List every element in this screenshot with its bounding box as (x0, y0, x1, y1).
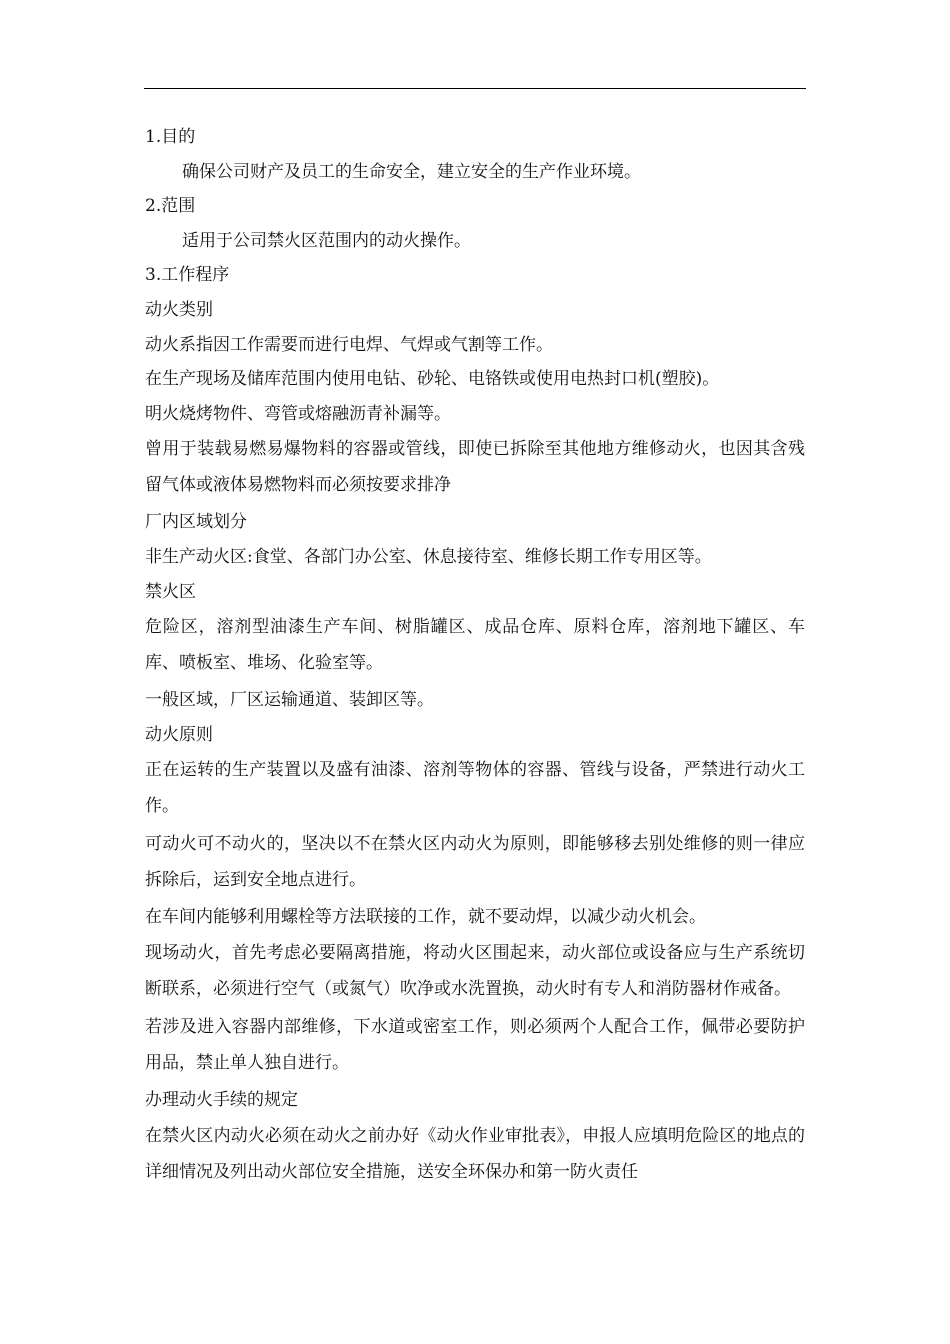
paragraph: 危险区，溶剂型油漆生产车间、树脂罐区、成品仓库、原料仓库，溶剂地下罐区、车库、喷板室、堆场、化验室等。 (145, 617, 805, 674)
paragraph: 确保公司财产及员工的生命安全，建立安全的生产作业环境。 (182, 161, 641, 182)
subheading: 禁火区 (145, 581, 196, 602)
paragraph: 曾用于装载易燃易爆物料的容器或管线，即使已拆除至其他地方维修动火，也因其含残留气体或液体易燃物料而必须按要求排净 (145, 439, 805, 496)
paragraph: 在禁火区内动火必须在动火之前办好《动火作业审批表》，申报人应填明危险区的地点的详细情况及列出动火部位安全措施，送安全环保办和第一防火责任 (145, 1125, 805, 1182)
paragraph: 非生产动火区:食堂、各部门办公室、休息接待室、维修长期工作专用区等。 (145, 546, 712, 567)
subheading: 厂内区域划分 (145, 512, 247, 533)
subheading: 办理动火手续的规定 (145, 1089, 298, 1110)
header-rule (144, 88, 806, 89)
paragraph: 动火系指因工作需要而进行电焊、气焊或气割等工作。 (145, 334, 553, 355)
paragraph: 可动火可不动火的，坚决以不在禁火区内动火为原则，即能够移去别处维修的则一律应拆除后，运到安全地点进行。 (145, 834, 805, 891)
document-body (145, 120, 805, 1192)
paragraph: 一般区域，厂区运输通道、装卸区等。 (145, 690, 434, 711)
paragraph: 正在运转的生产装置以及盛有油漆、溶剂等物体的容器、管线与设备，严禁进行动火工作。 (145, 760, 805, 817)
section-heading-procedure: 3.工作程序 (145, 265, 230, 286)
paragraph: 在车间内能够利用螺栓等方法联接的工作，就不要动焊，以减少动火机会。 (145, 907, 706, 928)
subheading: 动火原则 (145, 724, 213, 745)
paragraph: 明火烧烤物件、弯管或熔融沥青补漏等。 (145, 403, 451, 424)
paragraph: 现场动火，首先考虑必要隔离措施，将动火区围起来，动火部位或设备应与生产系统切断联系，必须进行空气（或氮气）吹净或水洗置换，动火时有专人和消防器材作戒备。 (145, 942, 805, 999)
section-heading-purpose: 1.目的 (145, 127, 196, 147)
paragraph: 适用于公司禁火区范围内的动火操作。 (182, 230, 471, 251)
subheading: 动火类别 (145, 299, 213, 320)
paragraph: 若涉及进入容器内部维修，下水道或密室工作，则必须两个人配合工作，佩带必要防护用品，禁止单人独自进行。 (145, 1016, 805, 1073)
paragraph: 在生产现场及储库范围内使用电钻、砂轮、电铬铁或使用电热封口机(塑胶)。 (145, 369, 720, 390)
section-heading-scope: 2.范围 (145, 196, 196, 217)
